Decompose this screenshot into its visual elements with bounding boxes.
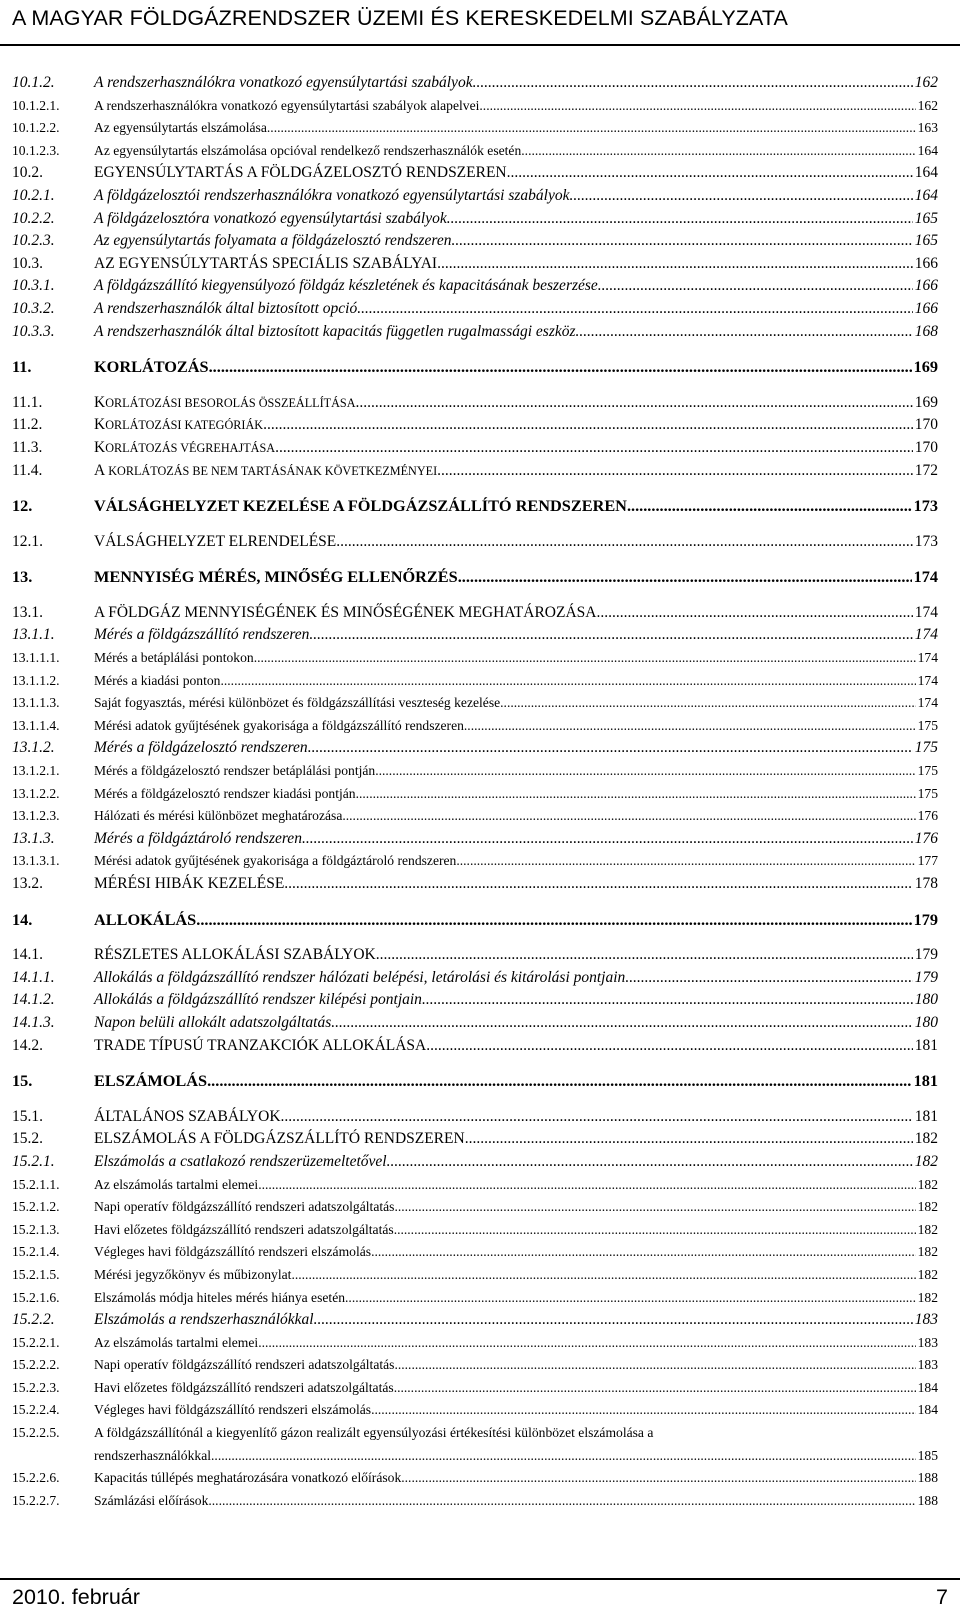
toc-entry[interactable] [12, 1490, 938, 1513]
toc-chapter[interactable] [12, 356, 938, 379]
dot-leader [267, 117, 916, 140]
toc-entry[interactable] [12, 783, 938, 806]
toc-entry-page: 175 [917, 785, 938, 801]
dot-leader [426, 1035, 912, 1058]
toc-entry-page: 184 [917, 1379, 938, 1395]
toc-entry-number: 10.2. [12, 164, 43, 182]
toc-entry-number: 14.1.3. [12, 1013, 55, 1031]
dot-leader [209, 356, 912, 379]
dot-leader [451, 230, 912, 253]
toc-entry[interactable] [12, 1309, 938, 1332]
dot-leader [596, 602, 912, 625]
toc-entry[interactable] [12, 1467, 938, 1490]
page-header [0, 0, 960, 40]
dot-leader [342, 805, 915, 828]
toc-entry-page: 175 [914, 739, 938, 757]
toc-entry-title: A földgázszállító kiegyensúlyozó földgáz készletének és kapacitásának beszerzése [94, 277, 598, 295]
toc-entry-number: 15.2.2.4. [12, 1402, 60, 1418]
toc-entry-page: 181 [914, 1107, 938, 1125]
toc-entry-number: 10.1.2.2. [12, 120, 60, 136]
toc-entry[interactable] [12, 1151, 938, 1174]
toc-entry-title: Napi operatív földgázszállító rendszeri adatszolgáltatás [94, 1199, 395, 1215]
toc-entry-page: 163 [917, 120, 938, 136]
toc-entry-title: A földgázelosztói rendszerhasználókra vonatkozó egyensúlytartási szabályok [94, 186, 570, 204]
dot-leader [357, 298, 913, 321]
dot-leader [598, 275, 913, 298]
toc-entry-number: 10.2.2. [12, 209, 55, 227]
toc-entry[interactable] [12, 805, 938, 828]
toc-entry-title: Az elszámolás tartalmi elemei [94, 1176, 259, 1192]
toc-entry[interactable] [12, 321, 938, 344]
toc-entry-number: 12.1. [12, 532, 43, 550]
dot-leader [281, 1106, 913, 1129]
toc-entry[interactable] [12, 392, 938, 415]
toc-entry-number: 13.1.1.4. [12, 717, 60, 733]
toc-entry-title: Allokálás a földgázszállító rendszer hálózati belépési, letárolási és kitárolási pontjain [94, 968, 626, 986]
toc-entry[interactable] [12, 72, 938, 95]
toc-entry-page: 174 [917, 650, 938, 666]
toc-entry-title: Mérés a földgáztároló rendszeren [94, 829, 302, 847]
toc-entry[interactable] [12, 1174, 938, 1197]
toc-entry-title: TRADE TÍPUSÚ TRANZAKCIÓK ALLOKÁLÁSA [94, 1036, 427, 1054]
toc-entry-title: Saját fogyasztás, mérési különbözet és földgázszállítási veszteség kezelése [94, 695, 501, 711]
toc-entry-page: 176 [917, 808, 938, 824]
toc-entry-number: 13.1.2. [12, 739, 55, 757]
toc-entry-title: Mérés a betáplálási pontokon [94, 650, 254, 666]
toc-entry-page: 175 [917, 717, 938, 733]
toc-entry-page: 174 [914, 626, 938, 644]
dot-leader [345, 1287, 916, 1310]
toc-entry-number: 15. [12, 1071, 33, 1091]
toc-entry-title: A rendszerhasználók által biztosított kapacitás független rugalmassági eszköz [94, 322, 576, 340]
toc-entry[interactable] [12, 1219, 938, 1242]
toc-entry-title: Mérés a földgázszállító rendszeren [94, 626, 310, 644]
dot-leader [371, 1241, 916, 1264]
toc-entry-page: 174 [917, 695, 938, 711]
toc-entry-title: ÁLTALÁNOS SZABÁLYOK [94, 1107, 281, 1125]
dot-leader [394, 1196, 915, 1219]
toc-entry-page: 181 [914, 1036, 938, 1054]
toc-entry-page: 182 [917, 1289, 938, 1305]
dot-leader [356, 783, 916, 806]
toc-entry-title: Mérés a kiadási ponton [94, 672, 221, 688]
dot-leader [576, 321, 913, 344]
toc-entry-page: 169 [914, 393, 938, 411]
dot-leader [308, 737, 913, 760]
toc-entry[interactable] [12, 208, 938, 231]
toc-entry-number: 15.2.1.1. [12, 1176, 60, 1192]
toc-entry-title: Végleges havi földgázszállító rendszeri elszámolás [94, 1402, 372, 1418]
dot-leader [447, 208, 913, 231]
toc-entry-number: 14.2. [12, 1036, 43, 1054]
toc-entry-page: 178 [914, 875, 938, 892]
toc-entry-page: 173 [913, 496, 938, 516]
toc-entry-page: 182 [914, 1130, 938, 1148]
toc-entry[interactable] [12, 692, 938, 715]
dot-leader [302, 828, 913, 851]
toc-entry-title: Az egyensúlytartás elszámolása [94, 120, 267, 136]
toc-entry[interactable] [12, 944, 938, 967]
toc-entry-page: 181 [913, 1071, 938, 1091]
toc-entry-number: 15.2.2.6. [12, 1470, 60, 1486]
toc-entry-title: Elszámolás módja hiteles mérés hiánya esetén [94, 1289, 346, 1305]
toc-entry-page: 182 [917, 1244, 938, 1260]
dot-leader [569, 185, 912, 208]
toc-entry-title: A földgázszállítónál a kiegyenlítő gázon realizált egyensúlyozási értékesítési különbözet elszámolása a [94, 1425, 654, 1441]
toc-entry-number: 14. [12, 909, 33, 929]
toc-entry[interactable] [12, 1287, 938, 1310]
dot-leader [211, 1445, 916, 1468]
toc-entry-title: KORLÁTOZÁSI KATEGÓRIÁK [94, 416, 264, 434]
dot-leader [437, 253, 913, 276]
dot-leader [196, 909, 911, 932]
toc-entry-page: 165 [914, 232, 938, 250]
dot-leader [521, 140, 915, 163]
toc-entry-number: 10.3.1. [12, 277, 55, 295]
toc-entry-page: 175 [917, 763, 938, 779]
toc-entry[interactable] [12, 253, 938, 276]
toc-entry-title: ALLOKÁLÁS [94, 909, 197, 929]
toc-entry-number: 13.1.1. [12, 626, 55, 644]
dot-leader [275, 437, 913, 460]
dot-leader [500, 692, 915, 715]
toc-entry[interactable] [12, 1354, 938, 1377]
document-title: A MAGYAR FÖLDGÁZRENDSZER ÜZEMI ÉS KERESKEDELMI SZABÁLYZATA [12, 6, 788, 30]
toc-entry[interactable] [12, 1196, 938, 1219]
toc-entry[interactable] [12, 140, 938, 163]
toc-entry-page: 164 [914, 164, 938, 182]
toc-entry-title: A FÖLDGÁZ MENNYISÉGÉNEK ÉS MINŐSÉGÉNEK MEGHATÁROZÁSA [94, 603, 597, 621]
toc-entry[interactable] [12, 873, 938, 896]
dot-leader [220, 670, 915, 693]
toc-entry-number: 15.2.2.3. [12, 1379, 60, 1395]
dot-leader [375, 760, 915, 783]
dot-leader [473, 72, 913, 95]
toc-entry-number: 11.3. [12, 438, 43, 456]
toc-entry[interactable] [12, 647, 938, 670]
toc-entry-title: Elszámolás a csatlakozó rendszerüzemeltetővel [94, 1152, 387, 1170]
toc-entry-page: 180 [914, 1013, 938, 1031]
toc-entry-title: VÁLSÁGHELYZET ELRENDELÉSE [94, 532, 337, 550]
page-footer [0, 1583, 960, 1613]
toc-entry[interactable] [12, 437, 938, 460]
toc-entry-title: KORLÁTOZÁSI BESOROLÁS ÖSSZEÁLLÍTÁSA [94, 393, 356, 411]
toc-entry-title: Elszámolás a rendszerhasználókkal [94, 1311, 314, 1329]
toc-entry[interactable] [12, 531, 938, 554]
toc-entry-page: 185 [917, 1447, 938, 1463]
toc-entry-title: Az elszámolás tartalmi elemei [94, 1334, 259, 1350]
toc-entry-number: 13.1.1.1. [12, 650, 60, 666]
footer-date: 2010. február [12, 1585, 140, 1609]
dot-leader [394, 1377, 916, 1400]
dot-leader [627, 495, 912, 518]
toc-entry-title: Számlázási előírások [94, 1492, 209, 1508]
dot-leader [254, 647, 916, 670]
toc-entry-title: A rendszerhasználókra vonatkozó egyensúlytartási szabályok [94, 74, 473, 91]
toc-entry-number: 13.2. [12, 875, 43, 892]
toc-entry-page: 183 [914, 1311, 938, 1329]
toc-entry-page: 182 [917, 1266, 938, 1282]
toc-entry-title: Mérési adatok gyűjtésének gyakorisága a földgáztároló rendszeren [94, 853, 457, 869]
toc-entry[interactable] [12, 1399, 938, 1422]
dot-leader [258, 1174, 915, 1197]
toc-entry-number: 15.2.1.3. [12, 1221, 60, 1237]
toc-entry-page: 172 [914, 461, 938, 479]
dot-leader [394, 1354, 915, 1377]
toc-entry-number: 15.1. [12, 1107, 43, 1125]
page-number: 7 [936, 1585, 948, 1609]
toc-entry-number: 13.1.1.2. [12, 672, 60, 688]
dot-leader [331, 1012, 913, 1035]
dot-leader [309, 624, 912, 647]
dot-leader [258, 1332, 915, 1355]
toc-entry[interactable] [12, 414, 938, 437]
dot-leader [371, 1399, 916, 1422]
toc-entry-number: 10.3. [12, 254, 43, 272]
footer-rule [0, 1578, 960, 1580]
toc-entry[interactable] [12, 850, 938, 873]
toc-entry[interactable] [12, 715, 938, 738]
toc-entry[interactable] [12, 1241, 938, 1264]
toc-entry-number: 14.1.1. [12, 968, 55, 986]
dot-leader [208, 1490, 915, 1513]
toc-entry-page: 183 [917, 1334, 938, 1350]
toc-entry-page: 169 [913, 357, 938, 377]
toc-entry-page: 176 [914, 829, 938, 847]
toc-entry[interactable] [12, 1106, 938, 1129]
toc-entry[interactable] [12, 275, 938, 298]
toc-entry-number: 13.1.2.3. [12, 808, 60, 824]
toc-entry[interactable] [12, 670, 938, 693]
toc-entry-number: 15.2.1.6. [12, 1289, 60, 1305]
toc-entry[interactable] [12, 1012, 938, 1035]
toc-entry-page: 173 [914, 532, 938, 550]
dot-leader [207, 1070, 911, 1093]
toc-entry-page: 166 [914, 254, 938, 272]
toc-entry-number: 15.2.2.5. [12, 1425, 60, 1441]
toc-entry-number: 15.2.1.4. [12, 1244, 60, 1260]
toc-entry-page: 179 [914, 968, 938, 986]
toc-entry-page: 177 [917, 853, 938, 869]
toc-entry-number: 10.1.2.1. [12, 97, 60, 113]
toc-entry-number: 10.3.2. [12, 299, 55, 317]
toc-entry-number: 15.2.1.2. [12, 1199, 60, 1215]
toc-entry-title: Mérési adatok gyűjtésének gyakorisága a földgázszállító rendszeren [94, 717, 464, 733]
toc-entry[interactable] [12, 1332, 938, 1355]
dot-leader [458, 566, 912, 589]
toc-entry-title: Mérési jegyzőkönyv és műbizonylat [94, 1266, 292, 1282]
toc-entry[interactable] [12, 737, 938, 760]
toc-entry-title: Végleges havi földgázszállító rendszeri elszámolás [94, 1244, 372, 1260]
dot-leader [291, 1264, 915, 1287]
toc-entry-title: Kapacitás túllépés meghatározására vonatkozó előírások [94, 1470, 402, 1486]
toc-entry-page: 182 [914, 1152, 938, 1170]
dot-leader [479, 95, 915, 118]
toc-entry[interactable] [12, 298, 938, 321]
toc-entry-page: 162 [917, 97, 938, 113]
toc-entry[interactable] [12, 1264, 938, 1287]
toc-entry-title: ELSZÁMOLÁS [94, 1071, 208, 1091]
dot-leader [356, 392, 913, 415]
toc-entry[interactable] [12, 460, 938, 483]
toc-entry-page: 180 [914, 991, 938, 1009]
toc-entry-title: Mérés a földgázelosztó rendszer betáplálási pontján [94, 763, 376, 779]
toc-entry-title: AZ EGYENSÚLYTARTÁS SPECIÁLIS SZABÁLYAI [94, 254, 438, 272]
toc-entry[interactable] [12, 1035, 938, 1058]
toc-entry[interactable] [12, 185, 938, 208]
toc-entry[interactable] [12, 967, 938, 990]
toc-entry-title: RÉSZLETES ALLOKÁLÁSI SZABÁLYOK [94, 946, 376, 964]
toc-chapter[interactable] [12, 1070, 938, 1093]
toc-entry-page: 182 [917, 1176, 938, 1192]
toc-entry-number: 10.1.2.3. [12, 142, 60, 158]
toc-entry-number: 13.1.1.3. [12, 695, 60, 711]
dot-leader [465, 1128, 913, 1151]
toc-entry-number: 14.1. [12, 946, 43, 964]
toc-entry[interactable] [12, 602, 938, 625]
toc-entry-page: 166 [914, 299, 938, 317]
toc-entry-number: 15.2.2.2. [12, 1357, 60, 1373]
toc-entry[interactable] [12, 989, 938, 1012]
toc-entry-number: 15.2. [12, 1130, 43, 1148]
toc-entry-title: Az egyensúlytartás folyamata a földgázelosztó rendszeren [94, 232, 452, 250]
dot-leader [507, 162, 913, 185]
toc-entry-number: 15.2.2. [12, 1311, 55, 1329]
toc-entry-number: 11.4. [12, 461, 43, 479]
toc-entry-number: 10.2.1. [12, 186, 55, 204]
toc-entry-page: 162 [914, 74, 938, 91]
dot-leader [376, 944, 913, 967]
toc-entry-page: 174 [917, 672, 938, 688]
toc-entry-page: 164 [917, 142, 938, 158]
toc-entry-title: Havi előzetes földgázszállító rendszeri adatszolgáltatás [94, 1221, 394, 1237]
toc-entry-page: 164 [914, 186, 938, 204]
toc-entry-number: 12. [12, 496, 33, 516]
toc-entry-page: 179 [913, 909, 938, 929]
toc-entry-title: MÉRÉSI HIBÁK KEZELÉSE [94, 875, 285, 892]
dot-leader [422, 989, 913, 1012]
dot-leader [284, 873, 912, 896]
toc-entry-page: 188 [917, 1492, 938, 1508]
toc-entry-number: 13.1.3. [12, 829, 55, 847]
toc-entry-page: 182 [917, 1221, 938, 1237]
toc-chapter[interactable] [12, 566, 938, 589]
toc-entry[interactable] [12, 1377, 938, 1400]
dot-leader [263, 414, 913, 437]
toc-entry[interactable] [12, 117, 938, 140]
toc-entry-title: Az egyensúlytartás elszámolása opcióval rendelkező rendszerhasználók esetén [94, 142, 522, 158]
dot-leader [387, 1151, 913, 1174]
toc-entry-title: A KORLÁTOZÁS BE NEM TARTÁSÁNAK KÖVETKEZMÉNYEI [94, 461, 438, 479]
toc-entry-number: 10.1.2. [12, 74, 55, 91]
toc-entry-title: Havi előzetes földgázszállító rendszeri adatszolgáltatás [94, 1379, 394, 1395]
toc-entry-number: 15.2.1.5. [12, 1266, 60, 1282]
table-of-contents [12, 72, 938, 1512]
toc-entry-page: 184 [917, 1402, 938, 1418]
toc-entry[interactable] [12, 95, 938, 118]
toc-entry-title: EGYENSÚLYTARTÁS A FÖLDGÁZELOSZTÓ RENDSZEREN [94, 164, 507, 182]
toc-entry-title: KORLÁTOZÁS [94, 357, 209, 377]
toc-entry[interactable] [12, 624, 938, 647]
toc-entry-title-continued: rendszerhasználókkal [94, 1447, 212, 1463]
toc-entry[interactable] [12, 1128, 938, 1151]
toc-chapter[interactable] [12, 495, 938, 518]
toc-entry-page: 170 [914, 438, 938, 456]
toc-entry-number: 13.1.2.1. [12, 763, 60, 779]
toc-entry-page: 174 [913, 567, 938, 587]
toc-entry[interactable] [12, 760, 938, 783]
toc-entry[interactable] [12, 230, 938, 253]
toc-entry[interactable] [12, 1422, 938, 1467]
toc-entry-number: 13.1.3.1. [12, 853, 60, 869]
toc-entry-title: A rendszerhasználókra vonatkozó egyensúlytartási szabályok alapelvei [94, 97, 480, 113]
toc-entry-number: 11.2. [12, 416, 43, 434]
toc-entry-title: Allokálás a földgázszállító rendszer kilépési pontjain [94, 991, 422, 1009]
toc-entry-page: 165 [914, 209, 938, 227]
dot-leader [394, 1219, 916, 1242]
toc-entry-title: Mérés a földgázelosztó rendszer kiadási pontján [94, 785, 356, 801]
toc-entry[interactable] [12, 828, 938, 851]
toc-entry-number: 10.3.3. [12, 322, 55, 340]
toc-entry-title: A rendszerhasználók által biztosított opció [94, 299, 358, 317]
toc-entry-page: 188 [917, 1470, 938, 1486]
dot-leader [464, 715, 916, 738]
toc-entry-title: A földgázelosztóra vonatkozó egyensúlytartási szabályok [94, 209, 447, 227]
toc-entry-number: 13.1.2.2. [12, 785, 60, 801]
dot-leader [437, 460, 913, 483]
toc-entry-page: 182 [917, 1199, 938, 1215]
toc-entry-number: 15.2.2.1. [12, 1334, 60, 1350]
toc-entry-page: 179 [914, 946, 938, 964]
toc-entry[interactable] [12, 162, 938, 185]
toc-entry-title: Mérés a földgázelosztó rendszeren [94, 739, 308, 757]
toc-entry-page: 170 [914, 416, 938, 434]
dot-leader [336, 531, 912, 554]
header-rule [0, 44, 960, 46]
toc-entry-title: ELSZÁMOLÁS A FÖLDGÁZSZÁLLÍTÓ RENDSZEREN [94, 1130, 465, 1148]
toc-entry-title: VÁLSÁGHELYZET KEZELÉSE A FÖLDGÁZSZÁLLÍTÓ RENDSZEREN [94, 496, 627, 516]
toc-chapter[interactable] [12, 909, 938, 932]
toc-entry-page: 174 [914, 603, 938, 621]
toc-entry-number: 11.1. [12, 393, 43, 411]
toc-entry-number: 10.2.3. [12, 232, 55, 250]
toc-entry-title: KORLÁTOZÁS VÉGREHAJTÁSA [94, 438, 276, 456]
toc-entry-title: MENNYISÉG MÉRÉS, MINŐSÉG ELLENŐRZÉS [94, 567, 458, 587]
toc-entry-page: 168 [914, 322, 938, 340]
toc-entry-number: 11. [12, 357, 32, 377]
dot-leader [401, 1467, 915, 1490]
dot-leader [314, 1309, 913, 1332]
dot-leader [625, 967, 912, 990]
toc-entry-number: 13.1. [12, 603, 43, 621]
toc-entry-number: 15.2.1. [12, 1152, 55, 1170]
toc-entry-page: 166 [914, 277, 938, 295]
toc-entry-number: 14.1.2. [12, 991, 55, 1009]
toc-entry-number: 13. [12, 567, 33, 587]
toc-entry-page: 183 [917, 1357, 938, 1373]
toc-entry-title: Napon belüli allokált adatszolgáltatás [94, 1013, 332, 1031]
toc-entry-title: Hálózati és mérési különbözet meghatározása [94, 808, 343, 824]
toc-entry-number: 15.2.2.7. [12, 1492, 60, 1508]
toc-entry-title: Napi operatív földgázszállító rendszeri adatszolgáltatás [94, 1357, 395, 1373]
dot-leader [456, 850, 915, 873]
